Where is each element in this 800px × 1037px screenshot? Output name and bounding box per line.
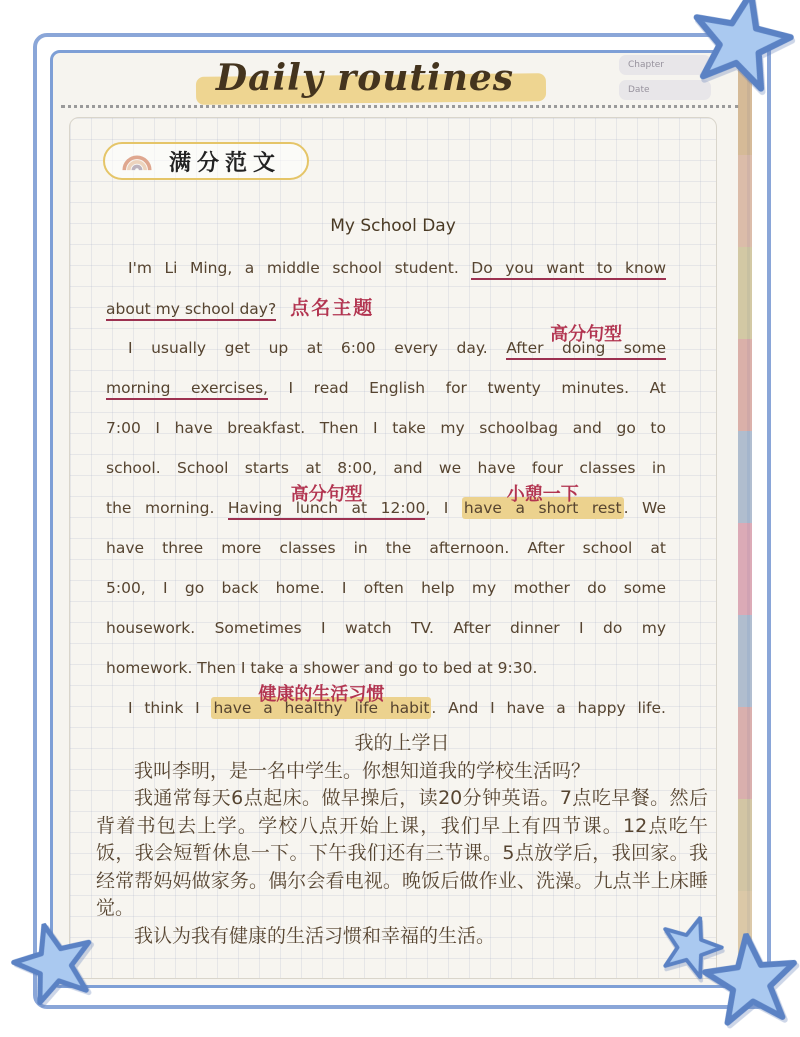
page-tab (738, 523, 752, 615)
essay-line: have three more classes in the afternoon. After school at (106, 539, 666, 557)
essay-line: I'm Li Ming, a middle school student. Do you want to know (106, 248, 666, 288)
translation-paragraph: 我通常每天6点起床。做早操后，读20分钟英语。7点吃早餐。然后背着书包去上学。学校八点开始上课，我们早上有四节课。12点吃午饭，我会短暂休息一下。下午我们还有三节课。5点放学后，我回家。我经常帮妈妈做家务。偶尔会看电视。晚饭后做作业、洗澡。九点半上床睡觉。 (96, 787, 708, 919)
chinese-translation (96, 730, 708, 950)
essay-line: morning exercises, I read English for twenty minutes. At (106, 368, 666, 408)
annotation-healthy-habit: 健康的生活习惯 (258, 684, 385, 705)
annotation-high-score-sentence: 高分句型 (290, 484, 363, 505)
essay-line: 5:00, I go back home. I often help my mother do some (106, 579, 666, 597)
model-essay-badge (103, 142, 309, 180)
annotation-short-rest: 小憩一下 (506, 484, 579, 505)
essay-line: I think I 健康的生活习惯 have a healthy life habit . And I have a happy life. (128, 684, 666, 717)
page-header (53, 53, 747, 105)
essay-line: about my school day? 点名主题 (106, 297, 375, 319)
page-tab (738, 707, 752, 799)
badge-label: 满分范文 (169, 150, 282, 176)
essay-body (106, 248, 666, 728)
dotted-divider (61, 105, 739, 108)
essay-line: school. School starts at 8:00, and we have four classes in (106, 459, 666, 477)
page-tab (738, 247, 752, 339)
essay-line: 7:00 I have breakfast. Then I take my schoolbag and go to (106, 419, 666, 437)
translation-paragraph: 我叫李明，是一名中学生。你想知道我的学校生活吗？ (134, 759, 591, 782)
rainbow-icon (119, 151, 155, 171)
page-tab (738, 155, 752, 247)
title-area (53, 55, 677, 101)
annotation-high-score-sentence: 高分句型 (550, 324, 623, 345)
page-tab (738, 799, 752, 891)
page-tab (738, 615, 752, 707)
essay-line: housework. Sometimes I watch TV. After dinner I do my (106, 619, 666, 637)
translation-title: 我的上学日 (354, 732, 450, 754)
page-title: Daily routines (215, 57, 515, 99)
essay-line: homework. Then I take a shower and go to bed at 9:30. (106, 659, 538, 677)
chapter-field: Chapter (619, 55, 711, 75)
star-icon (697, 928, 800, 1036)
page-tab (738, 431, 752, 523)
notebook-page (50, 50, 750, 988)
date-field: Date (619, 80, 711, 100)
page-tab-strip (738, 63, 752, 979)
essay-title: My School Day (330, 216, 456, 236)
essay-line: I usually get up at 6:00 every day. 高分句型 After doing some (106, 328, 666, 368)
content-area (69, 117, 717, 979)
annotation-topic: 点名主题 (290, 297, 375, 319)
page-tab (738, 339, 752, 431)
essay-line: the morning. 高分句型 Having lunch at 12:00, I 小憩一下 have a short rest . We (106, 488, 666, 528)
translation-paragraph: 我认为我有健康的生活习惯和幸福的生活。 (134, 924, 496, 947)
